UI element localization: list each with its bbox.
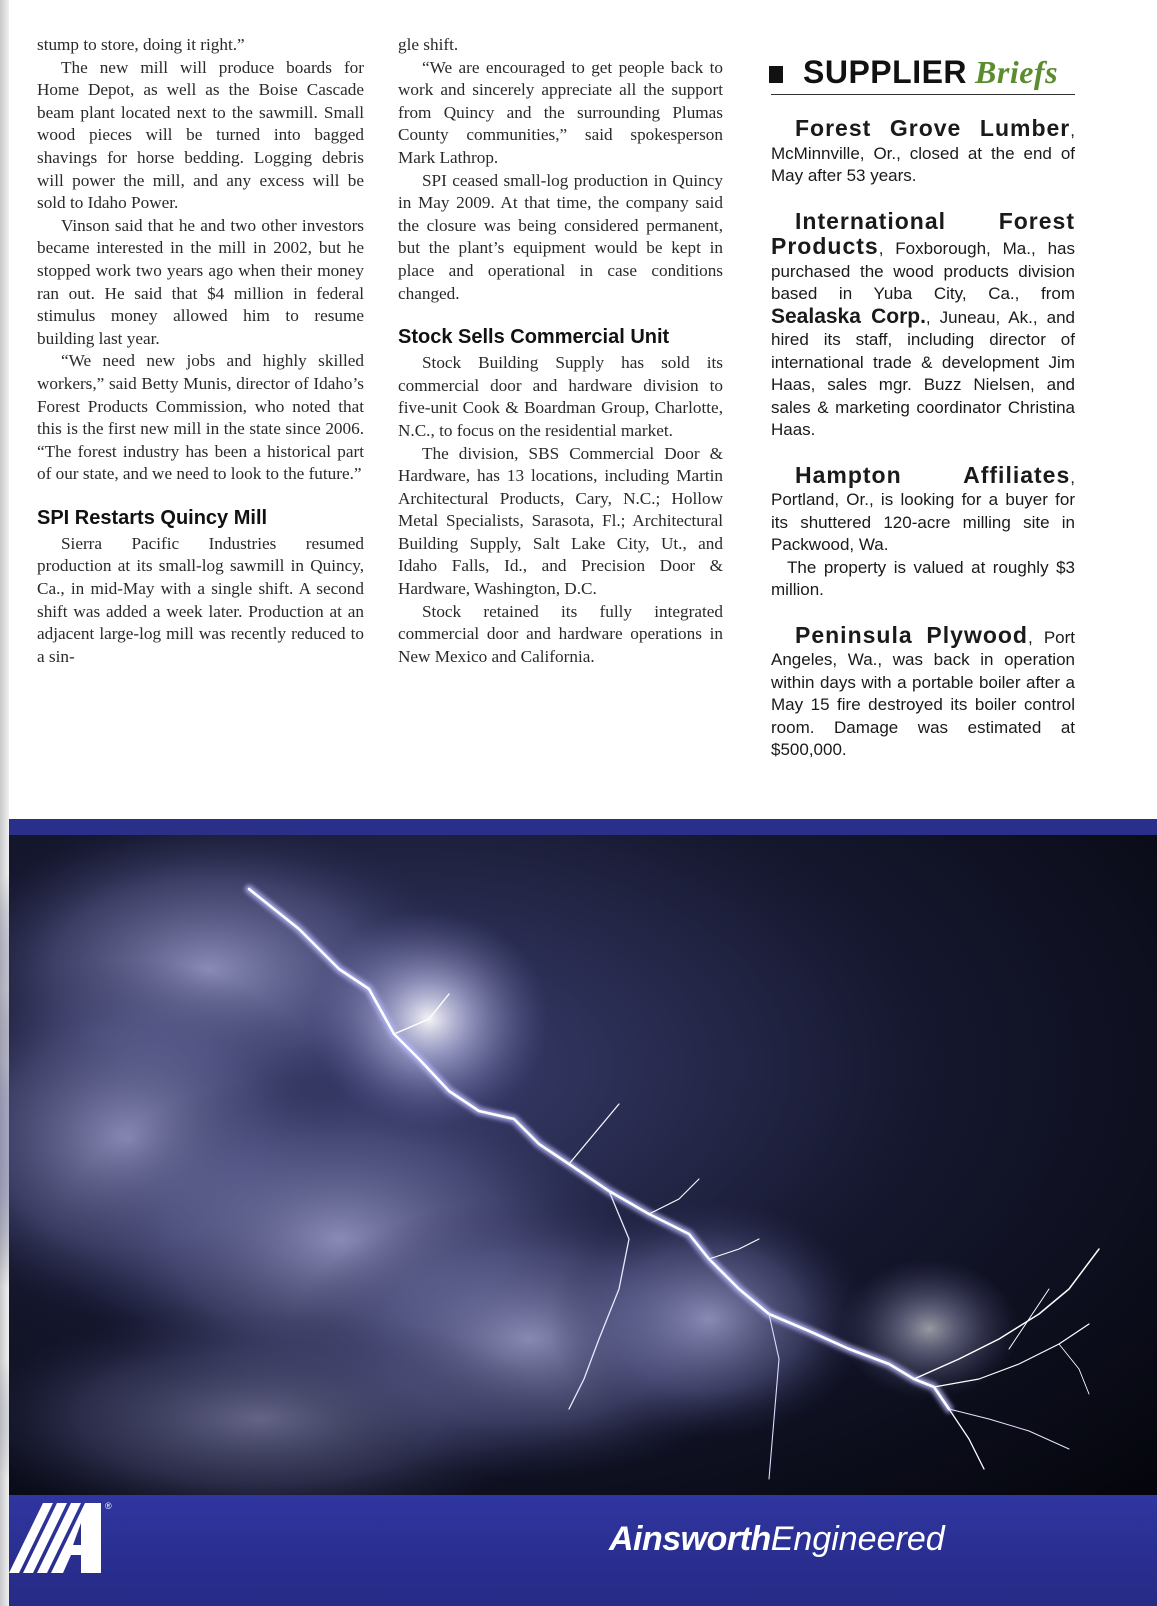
square-bullet-icon: [769, 66, 783, 83]
company-name: Forest Grove Lumber: [795, 115, 1071, 141]
company-name: Sealaska Corp.: [771, 304, 926, 328]
paragraph: stump to store, doing it right.”: [37, 35, 245, 54]
logo-bar: [9, 1495, 1157, 1606]
briefs-accent: Briefs: [975, 54, 1059, 90]
paragraph: The division, SBS Commercial Door & Hardware, has 13 locations, including Martin Architectural Products, Cary, N.C.; Hollow Metal Specialists, Sarasota, Fl.; Architectural Building Supply, Salt Lake City, Ut., and Idaho Falls, Id., and Precision Door & Hardware, Washington, D.C.: [398, 443, 723, 599]
brief-forest-grove: Forest Grove Lumber, McMinnville, Or., closed at the end of May after 53 years.: [771, 115, 1075, 185]
paragraph: Sierra Pacific Industries resumed production at its small-log sawmill in Quincy, Ca., in mid-May with a single shift. A second shift was added a week later. Production at an adjacent large-log mill was recently reduced to a sin-: [37, 533, 364, 666]
paragraph: gle shift.: [398, 35, 459, 54]
brief-international-forest: International Forest Products, Foxborough, Ma., has purchased the wood products division based in Yuba City, Ca., from Sealaska Corp., Juneau, Ak., and hired its staff, including director of international trade & development Jim Haas, sales mgr. Buzz Nielsen, and sales & marketing coordinator Christina Haas.: [771, 207, 1075, 439]
lightning-storm-image: [9, 819, 1157, 1606]
paragraph: Stock Building Supply has sold its commercial door and hardware division to five-unit Cook & Boardman Group, Charlotte, N.C., to focus on the residential market.: [398, 353, 723, 440]
article-column-2: [398, 34, 723, 668]
supplier-briefs-title: SUPPLIER Briefs: [803, 54, 1059, 90]
supplier-briefs-column: [771, 52, 1075, 762]
paragraph: SPI ceased small-log production in Quincy in May 2009. At that time, the company said the closure was being considered permanent, but the plant’s equipment would be kept in place and operational in case conditions changed.: [398, 170, 723, 303]
registered-mark: ®: [105, 1501, 112, 1511]
ainsworth-logo-text: AinsworthEngineered: [609, 1520, 945, 1558]
company-name: Hampton Affiliates: [795, 461, 1071, 488]
supplier-briefs-header: [771, 52, 1075, 95]
article-column-1: [37, 34, 364, 668]
paragraph: “We need new jobs and highly skilled workers,” said Betty Munis, director of Idaho’s Forest Products Commission, who noted that this is the first new mill in the state since 2006. “The forest industry has been a historical part of our state, and we need to look to the future.”: [37, 351, 364, 484]
company-name: International Forest Products: [771, 207, 1075, 259]
paragraph: Vinson said that he and two other investors became interested in the mill in 2002, but he stopped work two years ago when their money ran out. He said that $4 million in federal stimulus money allowed him to resume building last year.: [37, 215, 364, 348]
ainsworth-advertisement: [9, 819, 1157, 1606]
paragraph: Stock retained its fully integrated commercial door and hardware operations in New Mexico and California.: [398, 601, 723, 666]
paragraph: The new mill will produce boards for Home Depot, as well as the Boise Cascade beam plant located next to the sawmill. Small wood pieces will be turned into bagged shavings for horse bedding. Logging debris will power the mill, and any excess will be sold to Idaho Power.: [37, 57, 364, 213]
section-heading-stock: Stock Sells Commercial Unit: [398, 326, 670, 349]
company-name: Peninsula Plywood: [795, 621, 1028, 648]
paragraph: The property is valued at roughly $3 million.: [771, 557, 1075, 599]
brief-hampton: Hampton Affiliates, Portland, Or., is looking for a buyer for its shuttered 120-acre milling site in Packwood, Wa. The property is valued at roughly $3 million.: [771, 464, 1075, 602]
brief-peninsula: Peninsula Plywood, Port Angeles, Wa., was back in operation within days with a portable boiler after a May 15 fire destroyed its boiler control room. Damage was estimated at $500,000.: [771, 621, 1075, 759]
section-heading-spi: SPI Restarts Quincy Mill: [37, 506, 268, 529]
ainsworth-a-logo-icon: [9, 1495, 112, 1575]
paragraph: “We are encouraged to get people back to work and sincerely appreciate all the support from Quincy and the surrounding Plumas County communities,” said spokesperson Mark Lathrop.: [398, 57, 723, 167]
